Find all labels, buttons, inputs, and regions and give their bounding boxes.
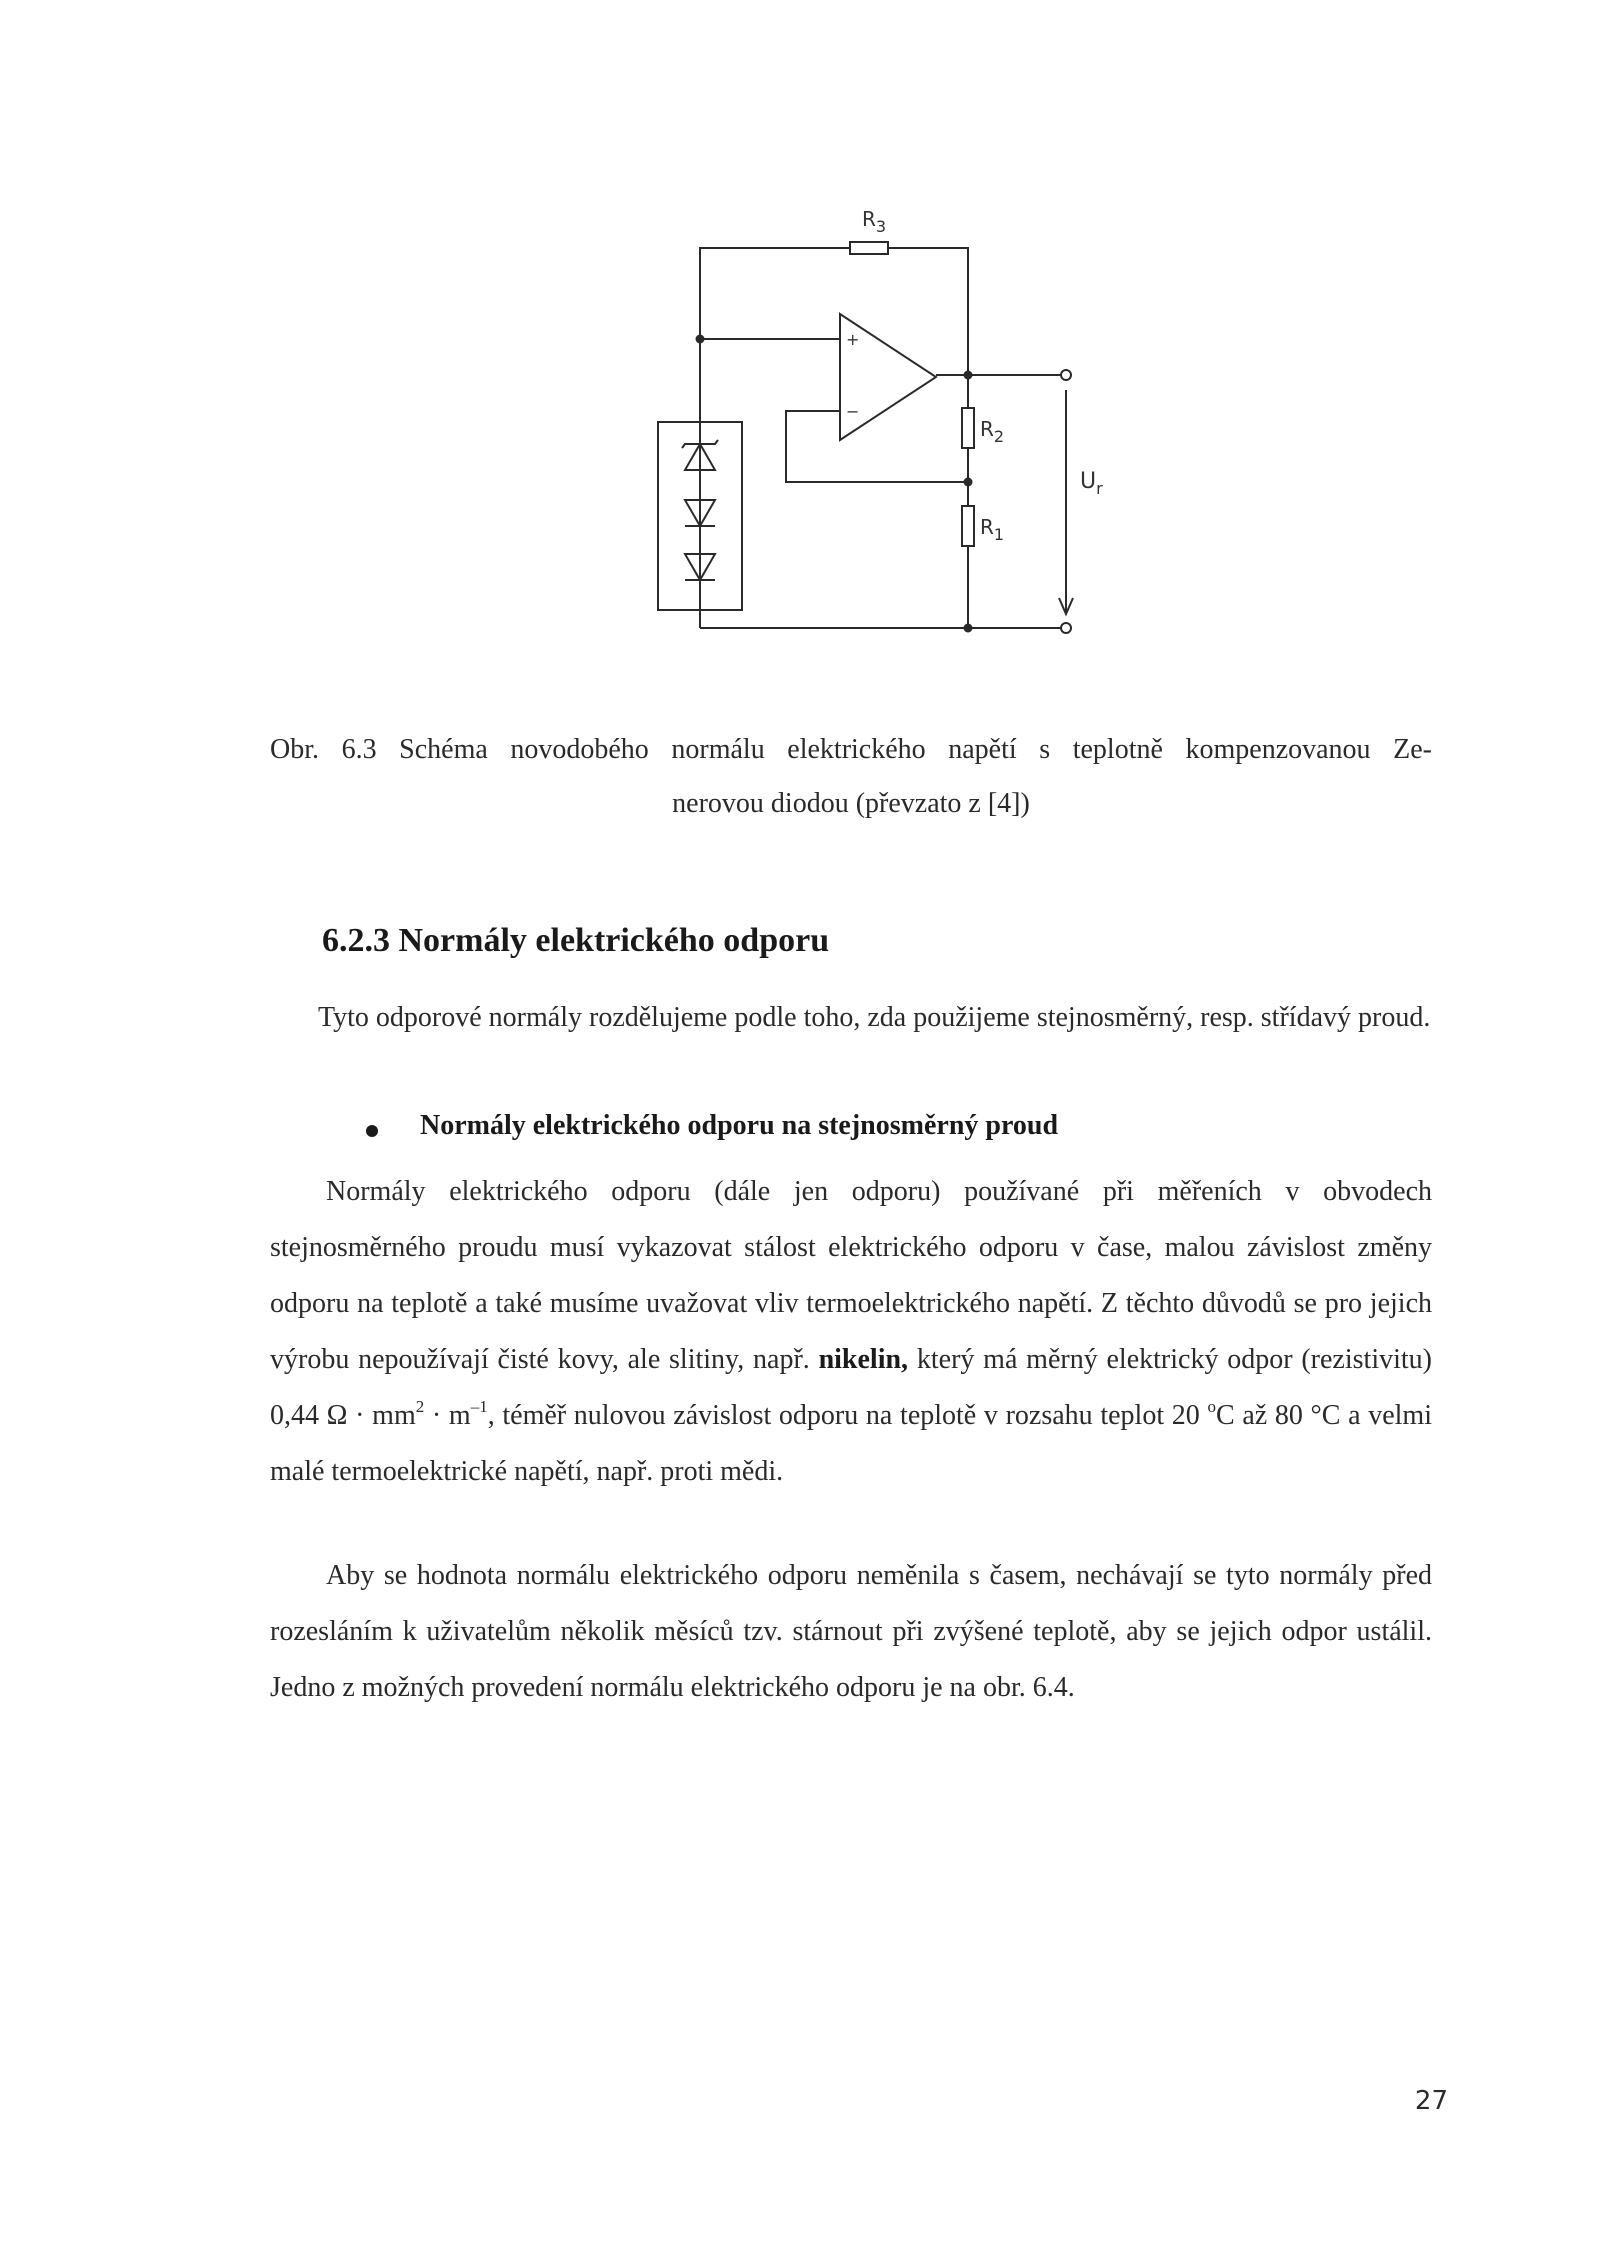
- section-heading: 6.2.3 Normály elektrického odporu: [322, 922, 830, 959]
- label-r2: $R_2$: [980, 417, 1005, 446]
- figure-caption-line-2: nerovou diodou (převzato z [4]): [672, 788, 1030, 819]
- wire-top-right: [888, 248, 968, 375]
- terminal-top: [1061, 370, 1071, 380]
- resistor-r3: [850, 242, 888, 254]
- paragraph-2: Aby se hodnota normálu elektrického odporu neměnila s časem, nechávají se tyto normály před rozesláním k uživatelům několik měsíců tzv. stárnout při zvýšené teplotě, aby se jejich odpor ustálil. Jedno z možných provedení normálu elektrického odporu je na obr. 6.4.: [270, 1560, 1432, 1703]
- wire-top-left: [700, 248, 850, 339]
- label-r3: $R_3$: [862, 207, 887, 236]
- label-ur: $U_r$: [1080, 469, 1103, 498]
- resistor-r1: [962, 506, 974, 546]
- zener-reference-schematic: [640, 190, 1120, 660]
- circuit-figure: [640, 190, 1120, 660]
- wire-minus-feedback: [786, 411, 968, 482]
- resistor-r2: [962, 408, 974, 448]
- paragraph-1: Normály elektrického odporu (dále jen odporu) používané při měřeních v obvodech stejnosměrného proudu musí vykazovat stálost elektrického odporu v čase, malou závislost změny odporu na teplotě a také musíme uvažovat vliv termoelektrického napětí. Z těchto důvodů se pro jejich výrobu nepoužívají čisté kovy, ale slitiny, např. nikelin, který má měrný elektrický odpor (rezistivitu) 0,44 $\Omega \cdot mm^2 \cdot m^{-1}$, téměř nulovou závislost odporu na teplotě v rozsahu teplot 20 $^o$C až 80 °C a velmi malé termoelektrické napětí, např. proti mědi.: [270, 1176, 1432, 1487]
- page-number: 27: [1414, 2086, 1448, 2116]
- label-plus: +: [846, 330, 860, 349]
- bullet-label: Normály elektrického odporu na stejnosměrný proud: [420, 1110, 1059, 1141]
- figure-caption-line-1: Obr. 6.3 Schéma novodobého normálu elektrického napětí s teplotně kompenzovanou Ze-: [270, 734, 1432, 765]
- terminal-bottom: [1061, 623, 1071, 633]
- label-minus: −: [846, 402, 860, 421]
- intro-paragraph: Tyto odporové normály rozdělujeme podle toho, zda použijeme stejnosměrný, resp. střídavý proud.: [318, 1002, 1431, 1033]
- label-r1: $R_1$: [980, 515, 1005, 544]
- bullet-dot-icon: [366, 1125, 378, 1137]
